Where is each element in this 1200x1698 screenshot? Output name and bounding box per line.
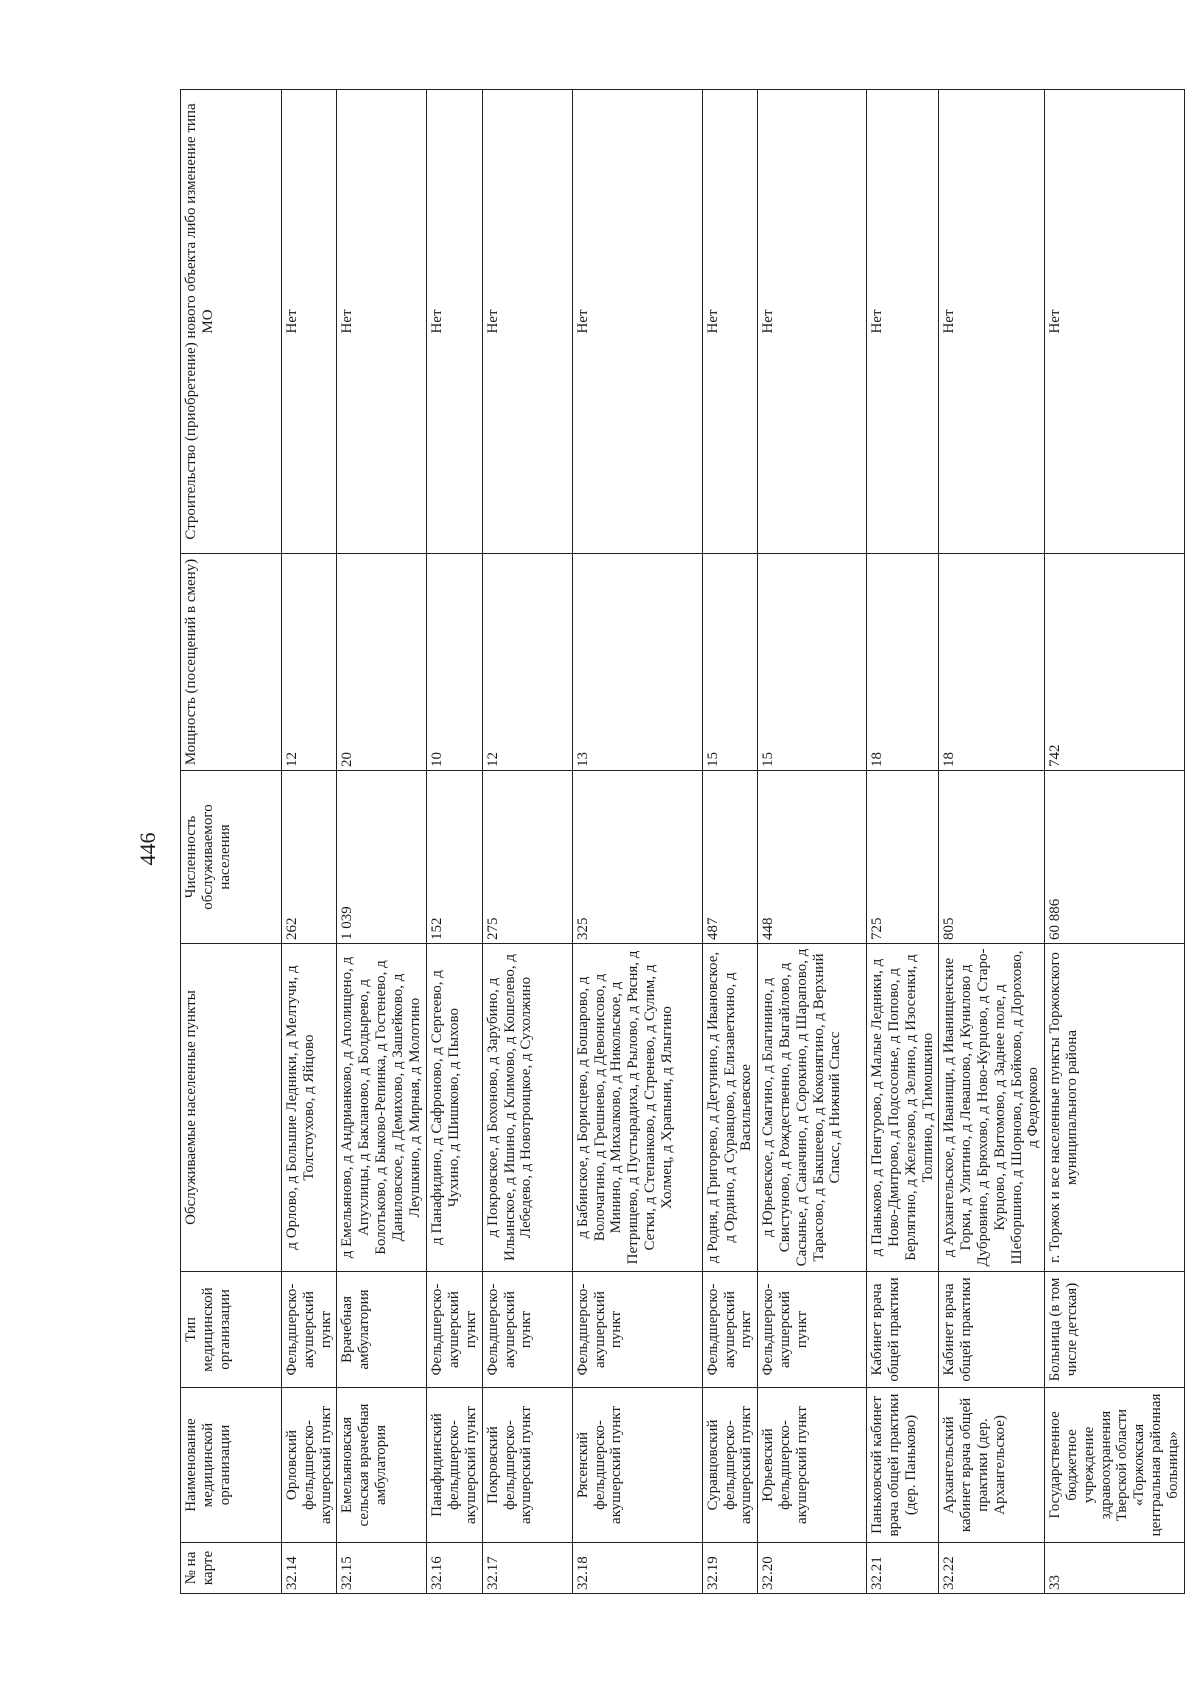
cell-map-number: 32.20 (758, 1543, 867, 1594)
cell-settlements: д Орлово, д Большие Ледники, д Мелтучи, д Толстоухово, д Яйцово (282, 944, 337, 1272)
cell-organization-name: Паньковский кабинет врача общей практики (дер. Паньково) (867, 1388, 939, 1543)
cell-organization-name: Рясенский фельдшерско-акушерский пункт (572, 1388, 702, 1543)
cell-organization-name: Архангельский кабинет врача общей практики (дер. Архангельское) (939, 1388, 1045, 1543)
table-header-row (181, 90, 282, 1594)
cell-map-number: 32.14 (282, 1543, 337, 1594)
cell-population: 1 039 (337, 771, 427, 944)
medical-organizations-table (180, 89, 1185, 1594)
table-row (572, 90, 702, 1594)
cell-map-number: 32.15 (337, 1543, 427, 1594)
cell-settlements: д Юрьевское, д Смагино, д Благинино, д Свистуново, д Рождественно, д Выгайлово, д Сасынье, д Саначино, д Сорокино, д Шарапово, д Тарасово, д Бакшеево, д Коконягино, д Верхний Спасс, д Нижний Спасс (758, 944, 867, 1272)
header-map-number: № на карте (181, 1543, 282, 1594)
rotated-table-container (180, 90, 1181, 1594)
header-capacity: Мощность (посещений в смену) (181, 554, 282, 771)
header-construction: Строительство (приобретение) нового объекта либо изменение типа МО (181, 90, 282, 554)
table-row (758, 90, 867, 1594)
cell-capacity: 10 (427, 554, 482, 771)
cell-organization-name: Емельяновская сельская врачебная амбулатория (337, 1388, 427, 1543)
cell-construction: Нет (939, 90, 1045, 554)
cell-capacity: 20 (337, 554, 427, 771)
cell-construction: Нет (427, 90, 482, 554)
cell-organization-type: Фельдшерско-акушерский пункт (282, 1272, 337, 1388)
cell-capacity: 12 (282, 554, 337, 771)
cell-settlements: д Бабинское, д Борисцево, д Бошарово, д Волочагино, д Грешнево, д Девонисово, д Минино, д Михалково, д Никольское, д Петрищево, д Пустырадиха, д Рылово, д Рясня, д Сетки, д Степанково, д Стренево, д Сулим, д Холмец, д Храпыни, д Ялыгино (572, 944, 702, 1272)
cell-construction: Нет (867, 90, 939, 554)
table-row (939, 90, 1045, 1594)
cell-construction: Нет (337, 90, 427, 554)
cell-construction: Нет (702, 90, 757, 554)
cell-organization-type: Фельдшерско-акушерский пункт (702, 1272, 757, 1388)
cell-capacity: 18 (867, 554, 939, 771)
cell-map-number: 32.18 (572, 1543, 702, 1594)
table-row (427, 90, 482, 1594)
cell-construction: Нет (282, 90, 337, 554)
cell-population: 325 (572, 771, 702, 944)
cell-construction: Нет (572, 90, 702, 554)
cell-population: 448 (758, 771, 867, 944)
cell-population: 725 (867, 771, 939, 944)
cell-settlements: д Родня, д Григорево, д Дегунино, д Ивановское, д Ордино, д Суравцово, д Елизаветкино, д Васильевское (702, 944, 757, 1272)
cell-settlements: д Панафидино, д Сафроново, д Сергеево, д Чухино, д Шишково, д Пыхово (427, 944, 482, 1272)
cell-capacity: 18 (939, 554, 1045, 771)
cell-construction: Нет (758, 90, 867, 554)
cell-organization-name: Юрьевский фельдшерско-акушерский пункт (758, 1388, 867, 1543)
cell-capacity: 15 (758, 554, 867, 771)
cell-settlements: г. Торжок и все населенные пункты Торжокского муниципального района (1045, 944, 1184, 1272)
header-organization-name: Наименование медицинской организации (181, 1388, 282, 1543)
cell-capacity: 12 (482, 554, 572, 771)
cell-organization-name: Орловский фельдшерско-акушерский пункт (282, 1388, 337, 1543)
table-row (1045, 90, 1184, 1594)
cell-organization-type: Фельдшерско-акушерский пункт (427, 1272, 482, 1388)
cell-construction: Нет (482, 90, 572, 554)
cell-population: 487 (702, 771, 757, 944)
cell-organization-type: Больница (в том числе детская) (1045, 1272, 1184, 1388)
cell-map-number: 32.17 (482, 1543, 572, 1594)
cell-organization-type: Фельдшерско-акушерский пункт (572, 1272, 702, 1388)
cell-map-number: 33 (1045, 1543, 1184, 1594)
header-settlements: Обслуживаемые населенные пункты (181, 944, 282, 1272)
cell-organization-type: Фельдшерско-акушерский пункт (758, 1272, 867, 1388)
cell-map-number: 32.21 (867, 1543, 939, 1594)
cell-population: 275 (482, 771, 572, 944)
cell-settlements: д Емельяново, д Андрианково, д Аполищено, д Апухлицы, д Бакланово, д Болдырево, д Болотьково, д Быково-Репинка, д Гостенево, д Даниловское, д Демихово, д Зашейково, д Леушкино, д Мирная, д Молотино (337, 944, 427, 1272)
cell-settlements: д Покровское, д Бохоново, д Зарубино, д Ильинское, д Ишино, д Климово, д Кошелево, д Лебедево, д Новотроицкое, д Сухолжино (482, 944, 572, 1272)
cell-organization-type: Врачебная амбулатория (337, 1272, 427, 1388)
cell-capacity: 13 (572, 554, 702, 771)
cell-map-number: 32.22 (939, 1543, 1045, 1594)
header-population: Численность обслуживаемого населения (181, 771, 282, 944)
cell-construction: Нет (1045, 90, 1184, 554)
cell-organization-name: Суравцовский фельдшерско-акушерский пункт (702, 1388, 757, 1543)
cell-capacity: 742 (1045, 554, 1184, 771)
cell-organization-name: Покровский фельдшерско-акушерский пункт (482, 1388, 572, 1543)
cell-settlements: д Паньково, д Пенгурово, д Малые Ледники, д Ново-Дмитрово, д Подсосонье, д Попово, д Берлягино, д Железово, д Зелино, д Изосенки, д Толпино, д Тимошкино (867, 944, 939, 1272)
cell-population: 60 886 (1045, 771, 1184, 944)
cell-organization-type: Кабинет врача общей практики (939, 1272, 1045, 1388)
cell-organization-type: Фельдшерско-акушерский пункт (482, 1272, 572, 1388)
cell-capacity: 15 (702, 554, 757, 771)
table-row (867, 90, 939, 1594)
header-organization-type: Тип медицинской организации (181, 1272, 282, 1388)
cell-settlements: д Архангельское, д Иванищи, д Иванищенские Горки, д Улитино, д Левашово, д Кунилово д Дубровино, д Брюхово, д Ново-Курцово, д Старо-Курцово, д Витомово, д Заднее поле, д Шеборшино, д Шорново, д Бойково, д Дорохово, д Федорково (939, 944, 1045, 1272)
cell-organization-name: Государственное бюджетное учреждение здравоохранения Тверской области «Торжокская центральная районная больница» (1045, 1388, 1184, 1543)
table-row (337, 90, 427, 1594)
cell-population: 262 (282, 771, 337, 944)
cell-organization-name: Панафидинский фельдшерско-акушерский пункт (427, 1388, 482, 1543)
page-number: 446 (135, 832, 160, 866)
table-row (482, 90, 572, 1594)
cell-organization-type: Кабинет врача общей практики (867, 1272, 939, 1388)
table-row (702, 90, 757, 1594)
cell-map-number: 32.19 (702, 1543, 757, 1594)
table-row (282, 90, 337, 1594)
cell-map-number: 32.16 (427, 1543, 482, 1594)
cell-population: 152 (427, 771, 482, 944)
cell-population: 805 (939, 771, 1045, 944)
